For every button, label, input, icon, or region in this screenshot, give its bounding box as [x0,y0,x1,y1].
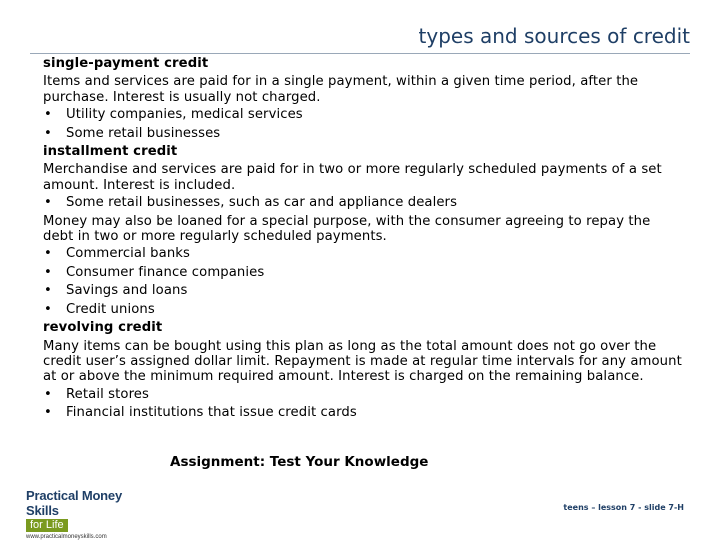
section-text-revolving: Many items can be bought using this plan as long as the total amount does not go over the credit user’s assigned dollar limit. Repayment is made at regular time intervals for any amount at or above the minimum required amount. Interest is charged on the remaining balance. [43,338,682,385]
list-item: • Financial institutions that issue credit cards [43,405,683,420]
logo-line2: for Life [26,519,68,532]
list-item: • Savings and loans [43,283,683,298]
logo-url: www.practicalmoneyskills.com [26,534,107,540]
section-text-single-payment: Items and services are paid for in a single payment, within a given time period, after the purchase. Interest is usually not charged. [43,74,639,105]
section-text-installment: Merchandise and services are paid for in two or more regularly scheduled payments of a set amount. Interest is included. [43,162,662,193]
section-heading-installment: installment credit [43,144,178,160]
assignment-link[interactable]: Assignment: Test Your Knowledge [170,454,429,470]
title-divider [30,53,690,54]
list-item: • Retail stores [43,387,683,402]
list-item: • Some retail businesses [43,126,683,141]
slide-title: types and sources of credit [418,24,690,48]
slide-footer: teens – lesson 7 - slide 7-H [563,503,684,512]
list-item: • Utility companies, medical services [43,107,683,122]
list-item: • Consumer finance companies [43,265,683,280]
slide-content [43,56,683,424]
list-item: • Credit unions [43,302,683,317]
section-heading-single-payment: single-payment credit [43,56,209,71]
logo [26,488,158,540]
list-item: • Commercial banks [43,246,683,261]
section-text-installment-loans: Money may also be loaned for a special purpose, with the consumer agreeing to repay the debt in two or more regularly scheduled payments. [43,213,651,245]
list-item: • Some retail businesses, such as car and appliance dealers [43,195,683,210]
section-heading-revolving: revolving credit [43,320,163,336]
logo-line1: Practical Money Skills [26,488,122,518]
